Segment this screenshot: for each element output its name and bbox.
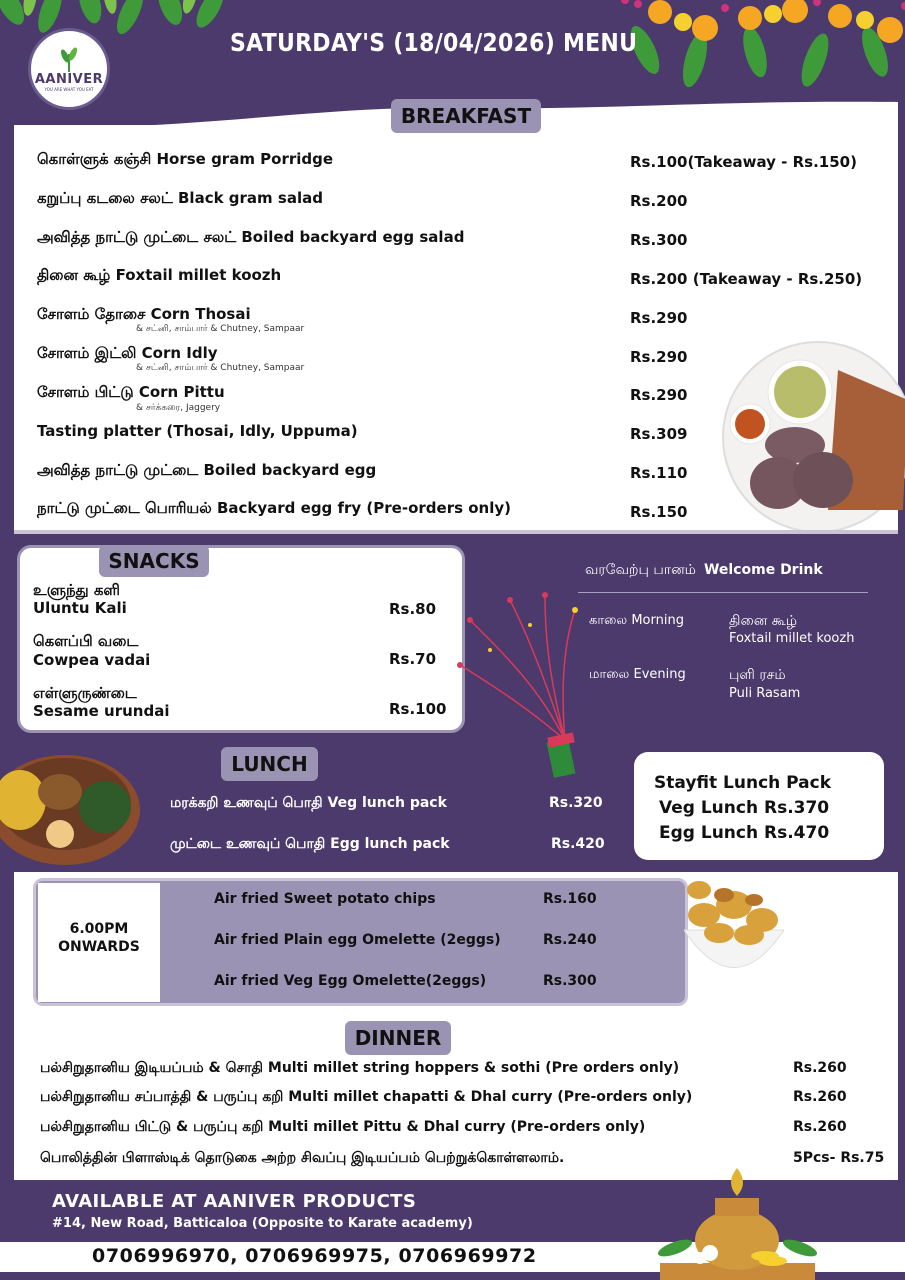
breakfast-item-name: சோளம் தோசை Corn Thosai [37, 305, 251, 323]
welcome-drink-english: Welcome Drink [703, 562, 823, 578]
flower-garland-icon [605, 0, 905, 100]
evening-time [38, 920, 160, 956]
dinner-item-price: Rs.260 [793, 1089, 847, 1105]
dinner-heading: DINNER [345, 1021, 451, 1055]
evening-time-value: 6.00PM [69, 921, 129, 937]
breakfast-item-sub: & சட்னி, சாம்பார் & Chutney, Sampaar [136, 324, 305, 334]
evening-time-onwards: ONWARDS [58, 939, 140, 955]
breakfast-item-name: அவித்த நாட்டு முட்டை சலட் Boiled backyard egg salad [37, 228, 465, 246]
evening-label: மாலை Evening [589, 667, 686, 682]
dinner-top-background [14, 1012, 898, 1042]
lunch-item-name: மரக்கறி உணவுப் பொதி Veg lunch pack [170, 795, 447, 811]
firework-icon [450, 580, 590, 780]
breakfast-item-price: Rs.200 (Takeaway - Rs.250) [630, 270, 863, 288]
lunch-heading: LUNCH [221, 747, 318, 781]
stayfit-egg-price: Egg Lunch Rs.470 [659, 823, 830, 843]
breakfast-item-price: Rs.110 [630, 464, 688, 482]
sprout-icon [57, 46, 81, 72]
breakfast-item-name: கறுப்பு கடலை சலட் Black gram salad [37, 189, 323, 207]
dinner-item-name: பொலித்தின் பிளாஸ்டிக் தொடுகை அற்ற சிவப்பு இடியப்பம் பெற்றுக்கொள்ளலாம். [40, 1150, 565, 1166]
snack-price: Rs.80 [389, 600, 437, 618]
breakfast-item-price: Rs.150 [630, 503, 688, 521]
dinner-item-price: Rs.260 [793, 1119, 847, 1135]
evening-item-name: Air fried Veg Egg Omelette(2eggs) [214, 973, 487, 989]
dinner-item-price: Rs.260 [793, 1060, 847, 1076]
snack-tamil-name: எள்ளுருண்டை [33, 684, 137, 702]
morning-label: காலை Morning [589, 613, 684, 628]
breakfast-item-name: கொள்ளுக் கஞ்சி Horse gram Porridge [37, 150, 334, 168]
breakfast-item-price: Rs.290 [630, 348, 688, 366]
snack-english-name: Uluntu Kali [33, 599, 127, 617]
breakfast-item-price: Rs.200 [630, 192, 688, 210]
breakfast-item-name: சோளம் பிட்டு Corn Pittu [37, 383, 225, 401]
logo-brand-text: AANIVER [34, 72, 104, 87]
breakfast-item-price: Rs.309 [630, 425, 688, 443]
evening-drink-tamil: புளி ரசம் [729, 667, 786, 683]
phone-numbers: 0706996970, 0706969975, 0706969972 [92, 1245, 537, 1267]
dinner-item-price: 5Pcs- Rs.75 [793, 1150, 885, 1166]
stayfit-title: Stayfit Lunch Pack [654, 773, 832, 793]
dinner-item-name: பல்சிறுதானிய இடியப்பம் & சொதி Multi millet string hoppers & sothi (Pre orders only) [40, 1060, 680, 1076]
breakfast-item-sub: & சட்னி, சாம்பார் & Chutney, Sampaar [136, 363, 305, 373]
lunch-item-price: Rs.320 [549, 795, 603, 811]
welcome-drink-divider [578, 592, 868, 593]
snack-tamil-name: கௌப்பி வடை [33, 632, 139, 650]
stayfit-veg-price: Veg Lunch Rs.370 [659, 798, 830, 818]
evening-item-price: Rs.160 [543, 891, 597, 907]
evening-drink-english: Puli Rasam [729, 686, 801, 701]
snack-english-name: Sesame urundai [33, 702, 170, 720]
lunch-bowl-image [0, 752, 145, 867]
morning-drink-tamil: தினை கூழ் [729, 613, 798, 629]
footer-title: AVAILABLE AT AANIVER PRODUCTS [52, 1191, 417, 1212]
snack-english-name: Cowpea vadai [33, 651, 151, 669]
dinner-item-name: பல்சிறுதானிய சப்பாத்தி & பருப்பு கறி Multi millet chapatti & Dhal curry (Pre-orders only) [40, 1089, 693, 1105]
chips-bowl-image [684, 875, 784, 990]
logo-tagline: YOU ARE WHAT YOU EAT [44, 87, 94, 92]
breakfast-divider [14, 530, 898, 534]
breakfast-item-sub: & சர்க்கரை, Jaggery [136, 403, 221, 413]
breakfast-item-price: Rs.290 [630, 386, 688, 404]
breakfast-item-price: Rs.290 [630, 309, 688, 327]
welcome-drink-heading [585, 562, 823, 580]
breakfast-heading: BREAKFAST [391, 99, 541, 133]
snack-price: Rs.100 [389, 700, 447, 718]
aaniver-logo [28, 28, 110, 110]
evening-item-name: Air fried Plain egg Omelette (2eggs) [214, 932, 501, 948]
breakfast-item-name: அவித்த நாட்டு முட்டை Boiled backyard egg [37, 461, 377, 479]
snacks-heading: SNACKS [99, 545, 209, 577]
footer-address: #14, New Road, Batticaloa (Opposite to Karate academy) [52, 1216, 473, 1231]
page-title: SATURDAY'S (18/04/2026) MENU [230, 28, 638, 57]
breakfast-item-price: Rs.100(Takeaway - Rs.150) [630, 153, 857, 171]
kolam-pot-icon [655, 1168, 820, 1280]
dinner-item-name: பல்சிறுதானிய பிட்டு & பருப்பு கறி Multi millet Pittu & Dhal curry (Pre-orders only) [40, 1119, 646, 1135]
snack-tamil-name: உளுந்து களி [33, 581, 120, 599]
breakfast-item-name: நாட்டு முட்டை பொரியல் Backyard egg fry (Pre-orders only) [37, 499, 512, 517]
morning-drink-english: Foxtail millet koozh [729, 631, 855, 646]
welcome-drink-tamil: வரவேற்பு பானம் [585, 562, 696, 578]
lunch-item-name: முட்டை உணவுப் பொதி Egg lunch pack [170, 836, 450, 852]
evening-item-name: Air fried Sweet potato chips [214, 891, 436, 907]
evening-item-price: Rs.300 [543, 973, 597, 989]
breakfast-item-name: சோளம் இட்லி Corn Idly [37, 344, 218, 362]
breakfast-plate-image [708, 340, 905, 530]
breakfast-item-price: Rs.300 [630, 231, 688, 249]
stayfit-lunch-card [634, 752, 884, 860]
breakfast-item-name: Tasting platter (Thosai, Idly, Uppuma) [37, 422, 358, 440]
evening-item-price: Rs.240 [543, 932, 597, 948]
snack-price: Rs.70 [389, 650, 437, 668]
lunch-item-price: Rs.420 [551, 836, 605, 852]
breakfast-item-name: தினை கூழ் Foxtail millet koozh [37, 266, 282, 284]
